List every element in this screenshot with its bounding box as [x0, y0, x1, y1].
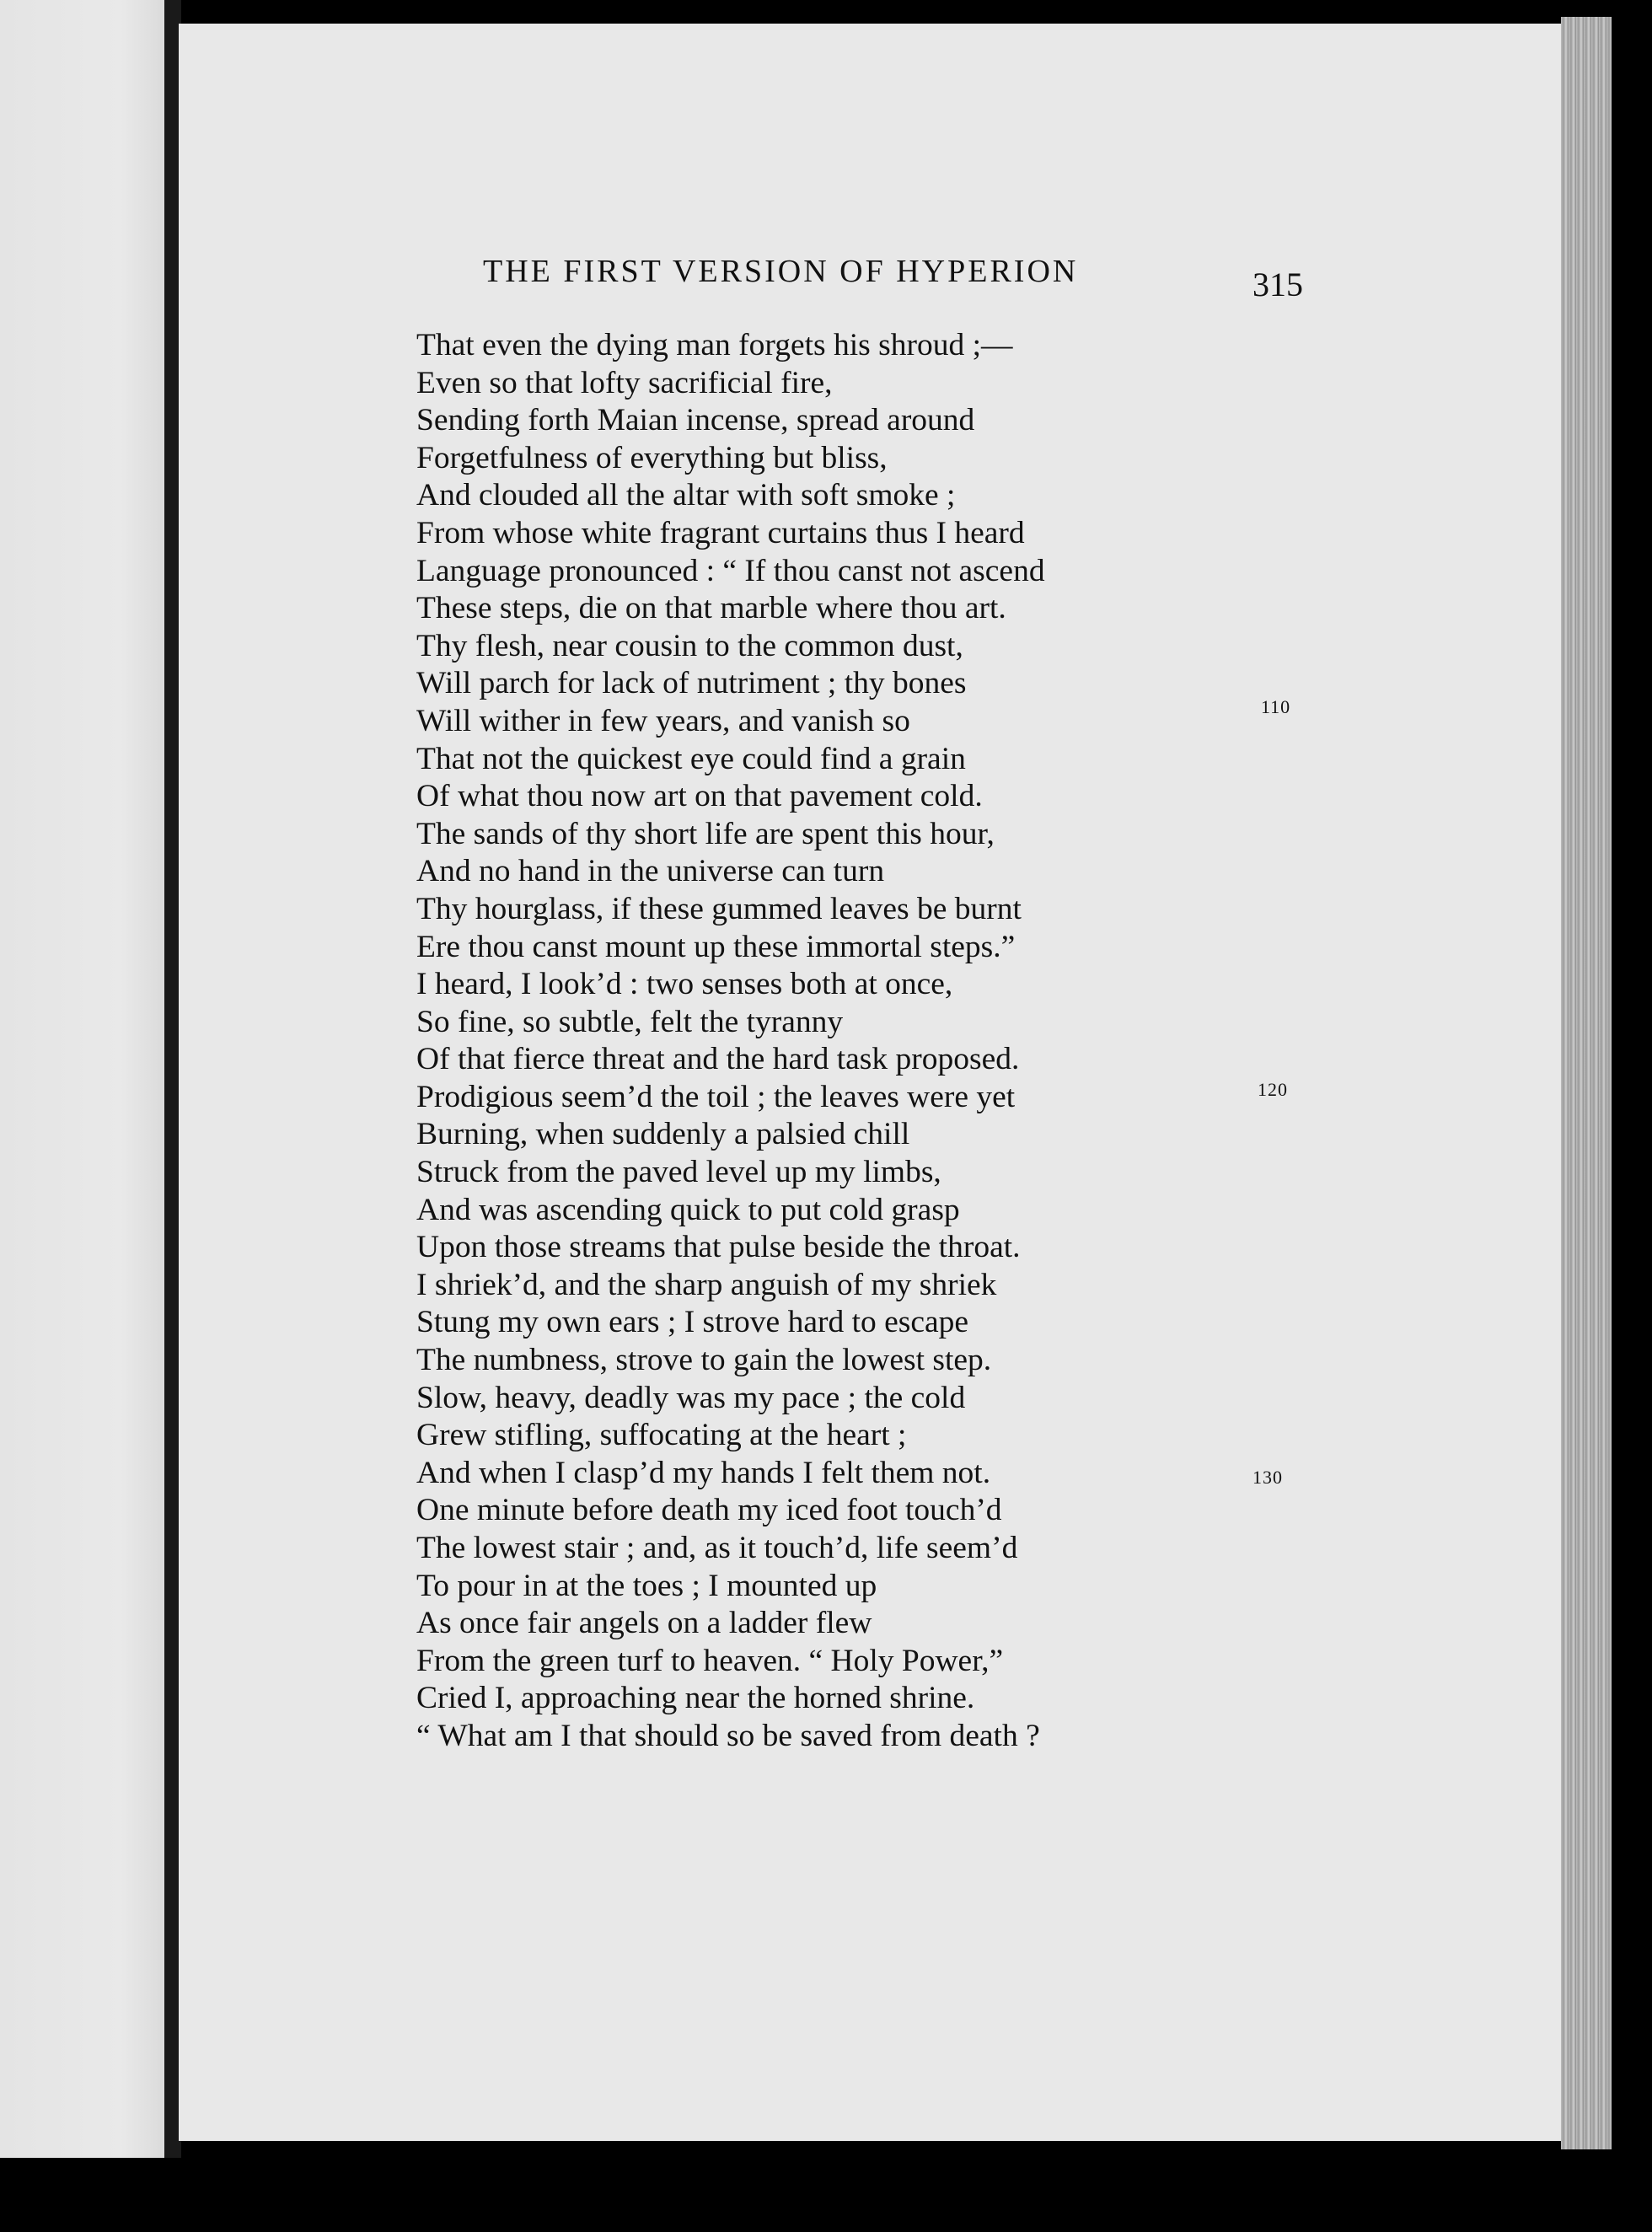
poem-line: Will parch for lack of nutriment ; thy bones	[416, 666, 967, 701]
running-title: THE FIRST VERSION OF HYPERION	[483, 254, 1079, 289]
poem-line: The lowest stair ; and, as it touch’d, life seem’d	[416, 1531, 1018, 1565]
poem-line: Prodigious seem’d the toil ; the leaves were yet	[416, 1079, 1016, 1114]
line-number-110: 110	[1261, 696, 1291, 717]
poem-line: I shriek’d, and the sharp anguish of my shriek	[416, 1267, 997, 1302]
poem-text	[416, 327, 1276, 1756]
poem-line: Stung my own ears ; I strove hard to escape	[416, 1305, 969, 1340]
poem-line: From the green turf to heaven. “ Holy Power,”	[416, 1643, 1004, 1678]
poem-line: Slow, heavy, deadly was my pace ; the cold	[416, 1380, 966, 1415]
poem-line: Of what thou now art on that pavement cold.	[416, 779, 983, 814]
poem-line: I heard, I look’d : two senses both at once,	[416, 967, 953, 1002]
poem-line: Will wither in few years, and vanish so	[416, 703, 910, 738]
poem-line: Ere thou canst mount up these immortal steps.”	[416, 929, 1016, 964]
poem-line: That even the dying man forgets his shroud ;—	[416, 328, 1013, 362]
scan-border	[0, 2158, 1652, 2232]
poem-line: As once fair angels on a ladder flew	[416, 1606, 872, 1641]
poem-line: And was ascending quick to put cold grasp	[416, 1192, 960, 1227]
poem-line: The numbness, strove to gain the lowest step.	[416, 1343, 992, 1378]
poem-line: These steps, die on that marble where thou art.	[416, 591, 1006, 626]
poem-line: Upon those streams that pulse beside the throat.	[416, 1230, 1021, 1265]
poem-line: And when I clasp’d my hands I felt them not.	[416, 1455, 991, 1490]
poem-line: One minute before death my iced foot touch’d	[416, 1493, 1002, 1528]
poem-line: Burning, when suddenly a palsied chill	[416, 1117, 910, 1152]
poem-line: Of that fierce threat and the hard task proposed.	[416, 1042, 1020, 1077]
poem-line: And no hand in the universe can turn	[416, 854, 885, 889]
poem-line: Struck from the paved level up my limbs,	[416, 1155, 941, 1190]
poem-line: “ What am I that should so be saved from death ?	[416, 1718, 1040, 1753]
poem-line: Thy hourglass, if these gummed leaves be burnt	[416, 891, 1022, 926]
poem-line: From whose white fragrant curtains thus I heard	[416, 515, 1025, 550]
page-number: 315	[1252, 266, 1303, 303]
poem-line: The sands of thy short life are spent this hour,	[416, 816, 995, 851]
poem-line: Language pronounced : “ If thou canst not ascend	[416, 553, 1045, 588]
poem-line: Grew stifling, suffocating at the heart ;	[416, 1418, 907, 1453]
facing-page	[0, 0, 173, 2232]
poem-line: Cried I, approaching near the horned shrine.	[416, 1681, 975, 1716]
poem-line: To pour in at the toes ; I mounted up	[416, 1568, 877, 1603]
poem-line: Sending forth Maian incense, spread around	[416, 403, 975, 438]
poem-line: And clouded all the altar with soft smoke ;	[416, 478, 956, 513]
page-edges	[1561, 17, 1612, 2149]
line-number-130: 130	[1252, 1467, 1283, 1488]
poem-line: Even so that lofty sacrificial fire,	[416, 365, 833, 400]
poem-line: That not the quickest eye could find a grain	[416, 741, 966, 776]
poem-line: So fine, so subtle, felt the tyranny	[416, 1004, 844, 1039]
line-number-120: 120	[1258, 1079, 1288, 1100]
poem-line: Thy flesh, near cousin to the common dust,	[416, 628, 963, 663]
poem-line: Forgetfulness of everything but bliss,	[416, 440, 888, 475]
